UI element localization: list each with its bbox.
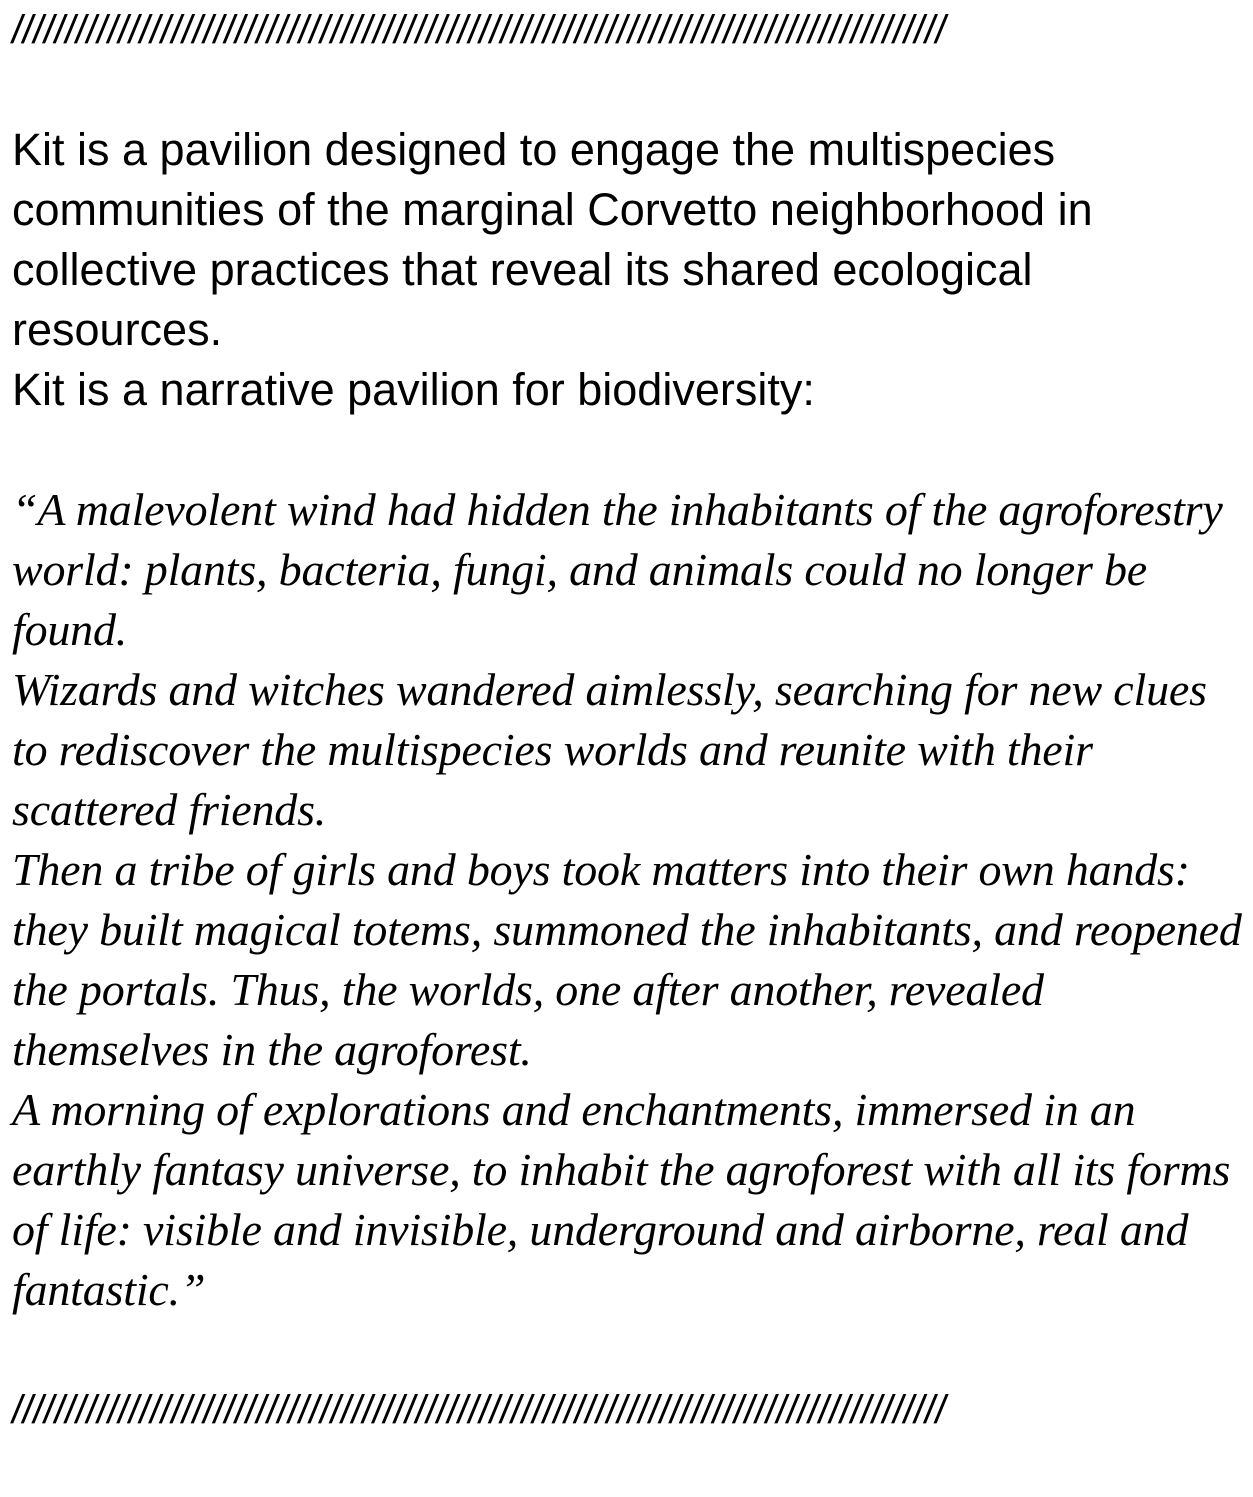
story-paragraph: Then a tribe of girls and boys took matters into their own hands: they built magical totems, summoned the inhabitants, and reopened the portals. Thus, the worlds, one after another, revealed themselves in the agroforest. xyxy=(12,844,1242,1075)
story-paragraph: Wizards and witches wandered aimlessly, searching for new clues to rediscover the multispecies worlds and reunite with their scattered friends. xyxy=(12,664,1207,835)
story-paragraph: A morning of explorations and enchantments, immersed in an earthly fantasy universe, to inhabit the agroforest with all its forms of life: visible and invisible, underground and airborne, real and fantastic.” xyxy=(12,1084,1231,1315)
intro-paragraph: Kit is a pavilion designed to engage the multispecies communities of the marginal Corvetto neighborhood in collective practices that reveal its shared ecological resources. xyxy=(12,124,1093,355)
document-page xyxy=(8,0,1250,1440)
top-divider: //////////////////////////////////////////////////////////////////////////////////////// xyxy=(8,8,950,52)
story-quote xyxy=(12,480,1250,1320)
story-paragraph: “A malevolent wind had hidden the inhabitants of the agroforestry world: plants, bacteria, fungi, and animals could no longer be found. xyxy=(12,484,1223,655)
intro-section xyxy=(12,120,1250,420)
bottom-divider: //////////////////////////////////////////////////////////////////////////////////////// xyxy=(8,1388,950,1432)
intro-paragraph: Kit is a narrative pavilion for biodiversity: xyxy=(12,364,815,415)
